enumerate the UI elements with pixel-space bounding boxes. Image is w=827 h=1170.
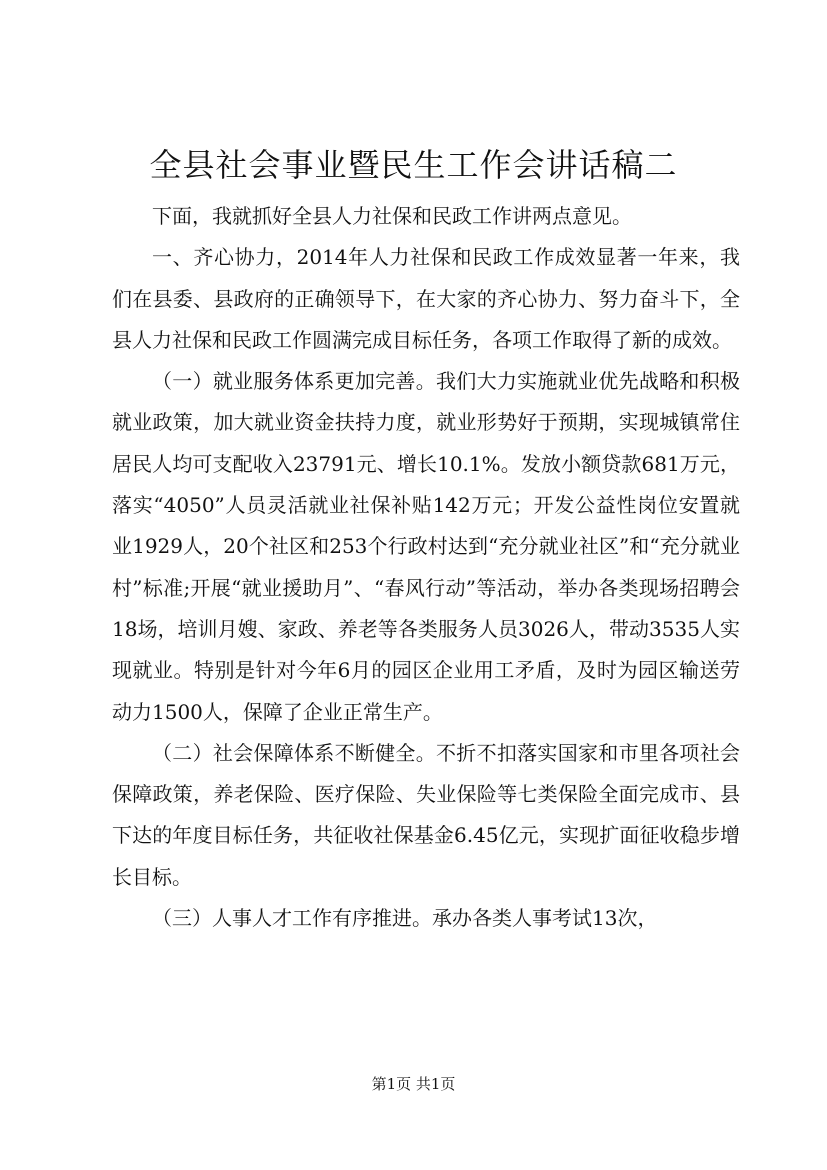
- paragraph-personnel-talent: （三）人事人才工作有序推进。承办各类人事考试13次，: [152, 906, 658, 931]
- document-title: 全县社会事业暨民生工作会讲话稿二: [149, 146, 678, 184]
- paragraph-social-security: （二）社会保障体系不断健全。不折不扣落实国家和市里各项社会保障政策，养老保险、医疗保险、失业保险等七类保险全面完成市、县下达的年度目标任务，共征收社保基金6.45亿元，实现扩面征收稳步增长目标。: [112, 740, 740, 889]
- document-body: [112, 196, 740, 939]
- paragraph-employment-services: （一）就业服务体系更加完善。我们大力实施就业优先战略和积极就业政策，加大就业资金扶持力度，就业形势好于预期，实现城镇常住居民人均可支配收入23791元、增长10.1%。发放小额贷款681万元，落实“4050”人员灵活就业社保补贴142万元；开发公益性岗位安置就业1929人，20个社区和253个行政村达到“充分就业社区”和“充分就业村”标准;开展“就业援助月”、“春风行动”等活动，举办各类现场招聘会18场，培训月嫂、家政、养老等各类服务人员3026人，带动3535人实现就业。特别是针对今年6月的园区企业用工矛盾，及时为园区输送劳动力1500人，保障了企业正常生产。: [112, 369, 740, 724]
- paragraph-section-one: 一、齐心协力，2014年人力社保和民政工作成效显著一年来，我们在县委、县政府的正确领导下，在大家的齐心协力、努力奋斗下，全县人力社保和民政工作圆满完成目标任务，各项工作取得了新的成效。: [112, 245, 740, 352]
- page-footer: 第1页 共1页: [371, 1075, 456, 1093]
- paragraph-intro: 下面，我就抓好全县人力社保和民政工作讲两点意见。: [152, 204, 632, 228]
